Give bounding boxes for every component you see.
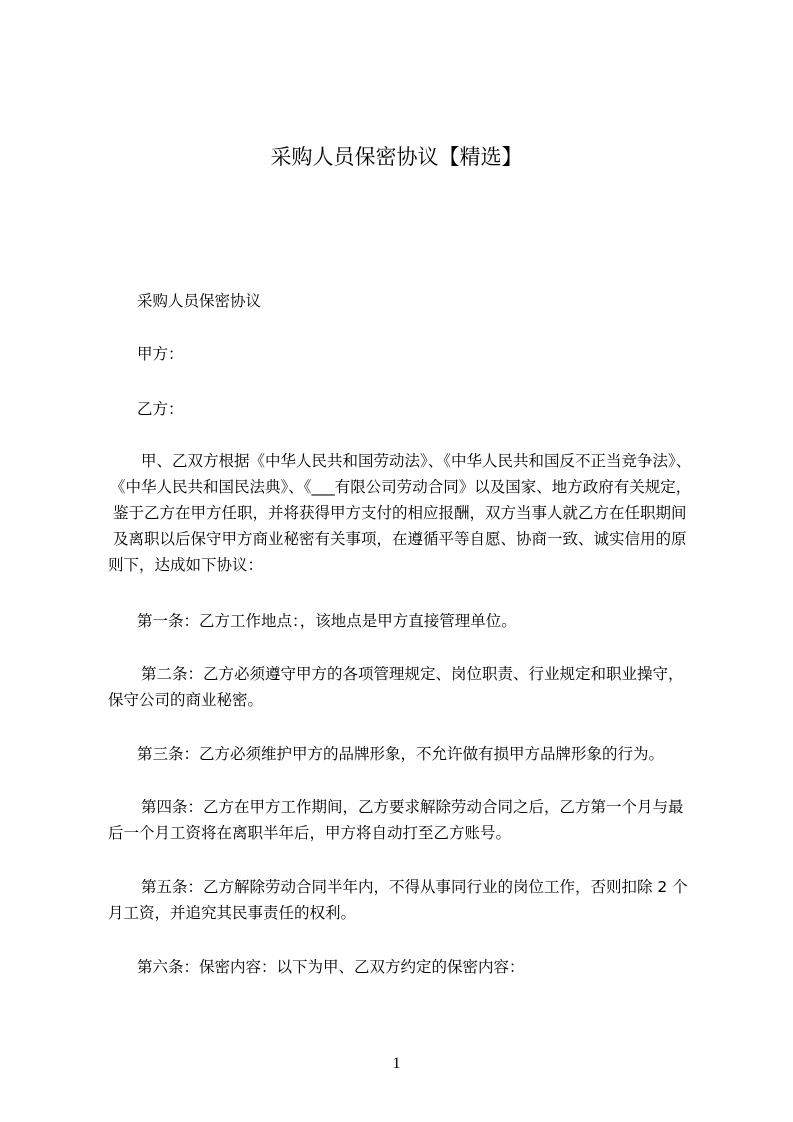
article-1: 第一条：乙方工作地点：，该地点是甲方直接管理单位。 xyxy=(137,612,517,630)
paragraph-line: 鉴于乙方在甲方任职，并将获得甲方支付的相应报酬，双方当事人就乙方在任职期间 xyxy=(113,504,687,522)
page-number: 1 xyxy=(392,1055,401,1072)
article-3: 第三条：乙方必须维护甲方的品牌形象，不允许做有损甲方品牌形象的行为。 xyxy=(137,745,665,763)
paragraph-line: 《中华人民共和国民法典》、《___有限公司劳动合同》以及国家、地方政府有关规定， xyxy=(110,478,692,496)
paragraph-line: 第四条：乙方在甲方工作期间，乙方要求解除劳动合同之后，乙方第一个月与最 xyxy=(141,798,684,816)
paragraph-line: 甲、乙双方根据《中华人民共和国劳动法》、《中华人民共和国反不正当竞争法》、 xyxy=(141,452,692,470)
paragraph-line: 月工资，并追究其民事责任的权利。 xyxy=(108,904,357,922)
document-title: 采购人员保密协议【精选】 xyxy=(270,145,523,169)
agreement-heading: 采购人员保密协议 xyxy=(137,292,262,310)
party-b-label: 乙方： xyxy=(137,400,184,418)
paragraph-line: 保守公司的商业秘密。 xyxy=(108,691,264,709)
paragraph-line: 第二条：乙方必须遵守甲方的各项管理规定、岗位职责、行业规定和职业操守， xyxy=(141,665,684,683)
paragraph-line: 第五条：乙方解除劳动合同半年内，不得从事同行业的岗位工作，否则扣除 2 个 xyxy=(141,878,688,896)
paragraph-line: 后一个月工资将在离职半年后，甲方将自动打至乙方账号。 xyxy=(108,824,512,842)
paragraph-line: 及离职以后保守甲方商业秘密有关事项，在遵循平等自愿、协商一致、诚实信用的原 xyxy=(113,530,687,548)
paragraph-line: 则下，达成如下协议： xyxy=(108,556,264,574)
party-a-label: 甲方： xyxy=(137,345,184,363)
article-6: 第六条：保密内容：以下为甲、乙双方约定的保密内容： xyxy=(137,958,525,976)
